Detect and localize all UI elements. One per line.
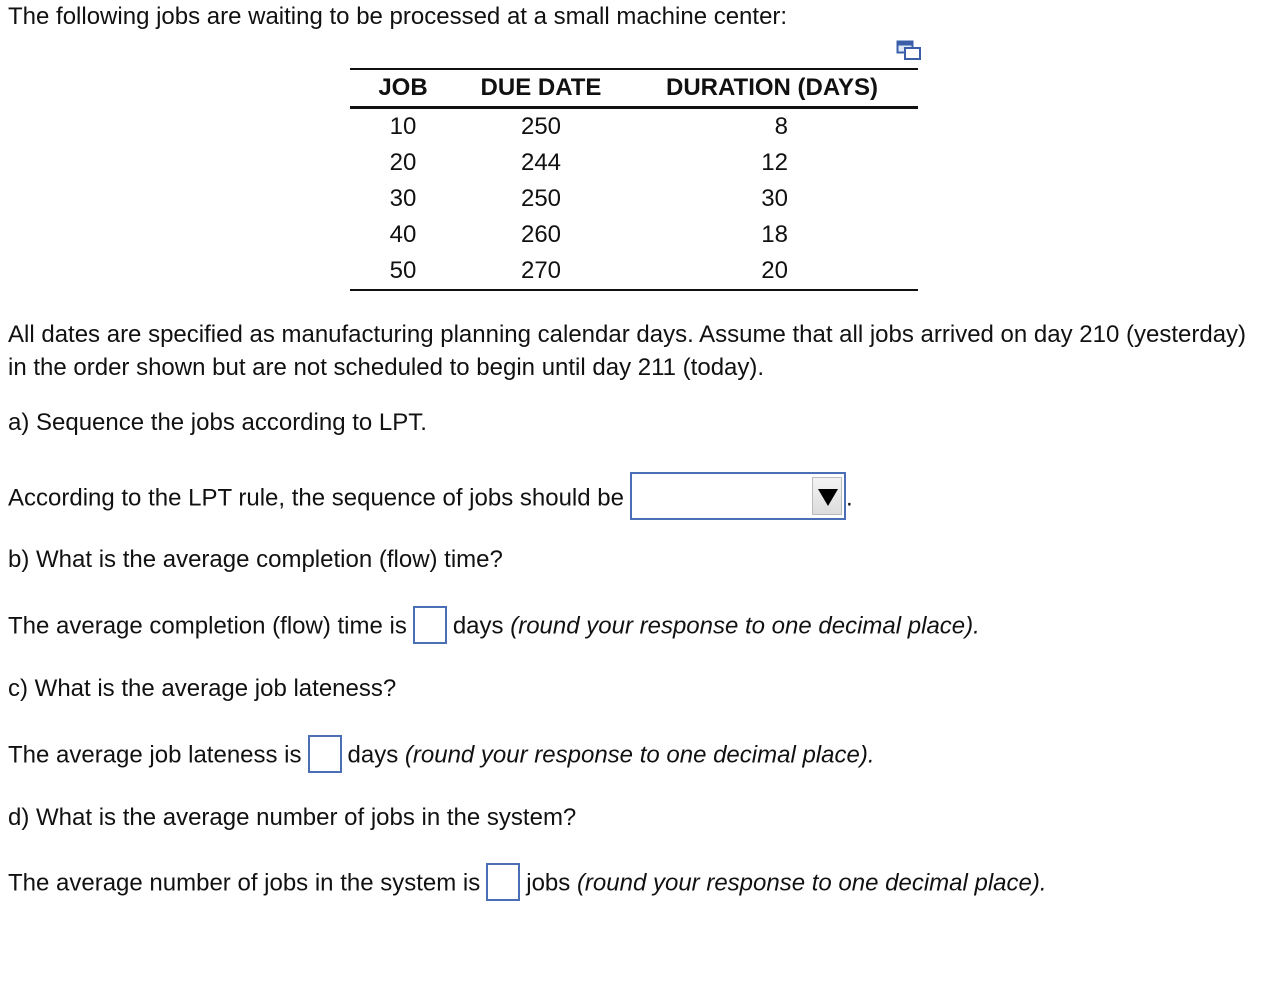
cell-job: 10 <box>389 113 417 140</box>
question-b: b) What is the average completion (flow) time? <box>8 546 503 573</box>
table-row <box>350 108 918 146</box>
cell-due-date: 250 <box>520 113 562 140</box>
answer-c-line <box>8 739 874 773</box>
cell-duration: 30 <box>761 185 788 212</box>
cell-duration: 18 <box>761 221 788 248</box>
answer-d-line <box>8 867 1047 901</box>
answer-a-prefix: According to the LPT rule, the sequence of jobs should be <box>8 484 624 512</box>
answer-b-line <box>8 610 980 644</box>
header-due-date: DUE DATE <box>456 69 626 108</box>
cell-due-date: 270 <box>456 253 626 290</box>
table-row <box>350 253 918 290</box>
flow-time-input[interactable] <box>413 606 447 644</box>
question-a: a) Sequence the jobs according to LPT. <box>8 409 427 436</box>
answer-c-hint: (round your response to one decimal place). <box>404 741 875 769</box>
header-duration: DURATION (DAYS) <box>626 69 918 108</box>
copy-table-icon[interactable] <box>896 40 922 62</box>
cell-due-date: 250 <box>520 185 562 212</box>
dropdown-arrow-icon[interactable] <box>812 477 842 515</box>
cell-job: 20 <box>389 149 417 176</box>
answer-b-prefix: The average completion (flow) time is <box>8 612 407 640</box>
sequence-dropdown[interactable] <box>630 472 846 520</box>
answer-d-prefix: The average number of jobs in the system is <box>8 869 481 897</box>
cell-due-date: 244 <box>520 149 562 176</box>
table-row <box>350 181 918 217</box>
assumptions-paragraph: All dates are specified as manufacturing planning calendar days. Assume that all jobs arrived on day 210 (yesterday) in the order shown but are not scheduled to begin until day 211 (today). <box>8 321 1247 381</box>
jobs-table <box>350 68 918 291</box>
cell-duration: 8 <box>774 113 788 140</box>
answer-c-unit: days <box>347 741 399 769</box>
jobs-in-system-input[interactable] <box>486 863 520 901</box>
question-d: d) What is the average number of jobs in the system? <box>8 804 577 831</box>
cell-duration: 20 <box>626 253 918 290</box>
lateness-input[interactable] <box>308 735 342 773</box>
cell-duration: 12 <box>761 149 788 176</box>
answer-a-line <box>8 478 853 520</box>
table-row <box>350 145 918 181</box>
answer-c-prefix: The average job lateness is <box>8 741 302 769</box>
table-row <box>350 217 918 253</box>
cell-job: 30 <box>389 185 417 212</box>
intro-text: The following jobs are waiting to be processed at a small machine center: <box>8 3 788 30</box>
answer-b-hint: (round your response to one decimal place). <box>510 612 980 640</box>
cell-due-date: 260 <box>520 221 562 248</box>
answer-d-unit: jobs <box>526 869 571 897</box>
cell-job: 50 <box>350 253 456 290</box>
answer-b-unit: days <box>452 612 504 640</box>
table-header-row <box>350 69 918 108</box>
answer-d-hint: (round your response to one decimal place). <box>576 869 1047 897</box>
header-job: JOB <box>350 69 456 108</box>
question-c: c) What is the average job lateness? <box>8 675 397 702</box>
cell-job: 40 <box>389 221 417 248</box>
answer-a-suffix: . <box>845 484 853 512</box>
